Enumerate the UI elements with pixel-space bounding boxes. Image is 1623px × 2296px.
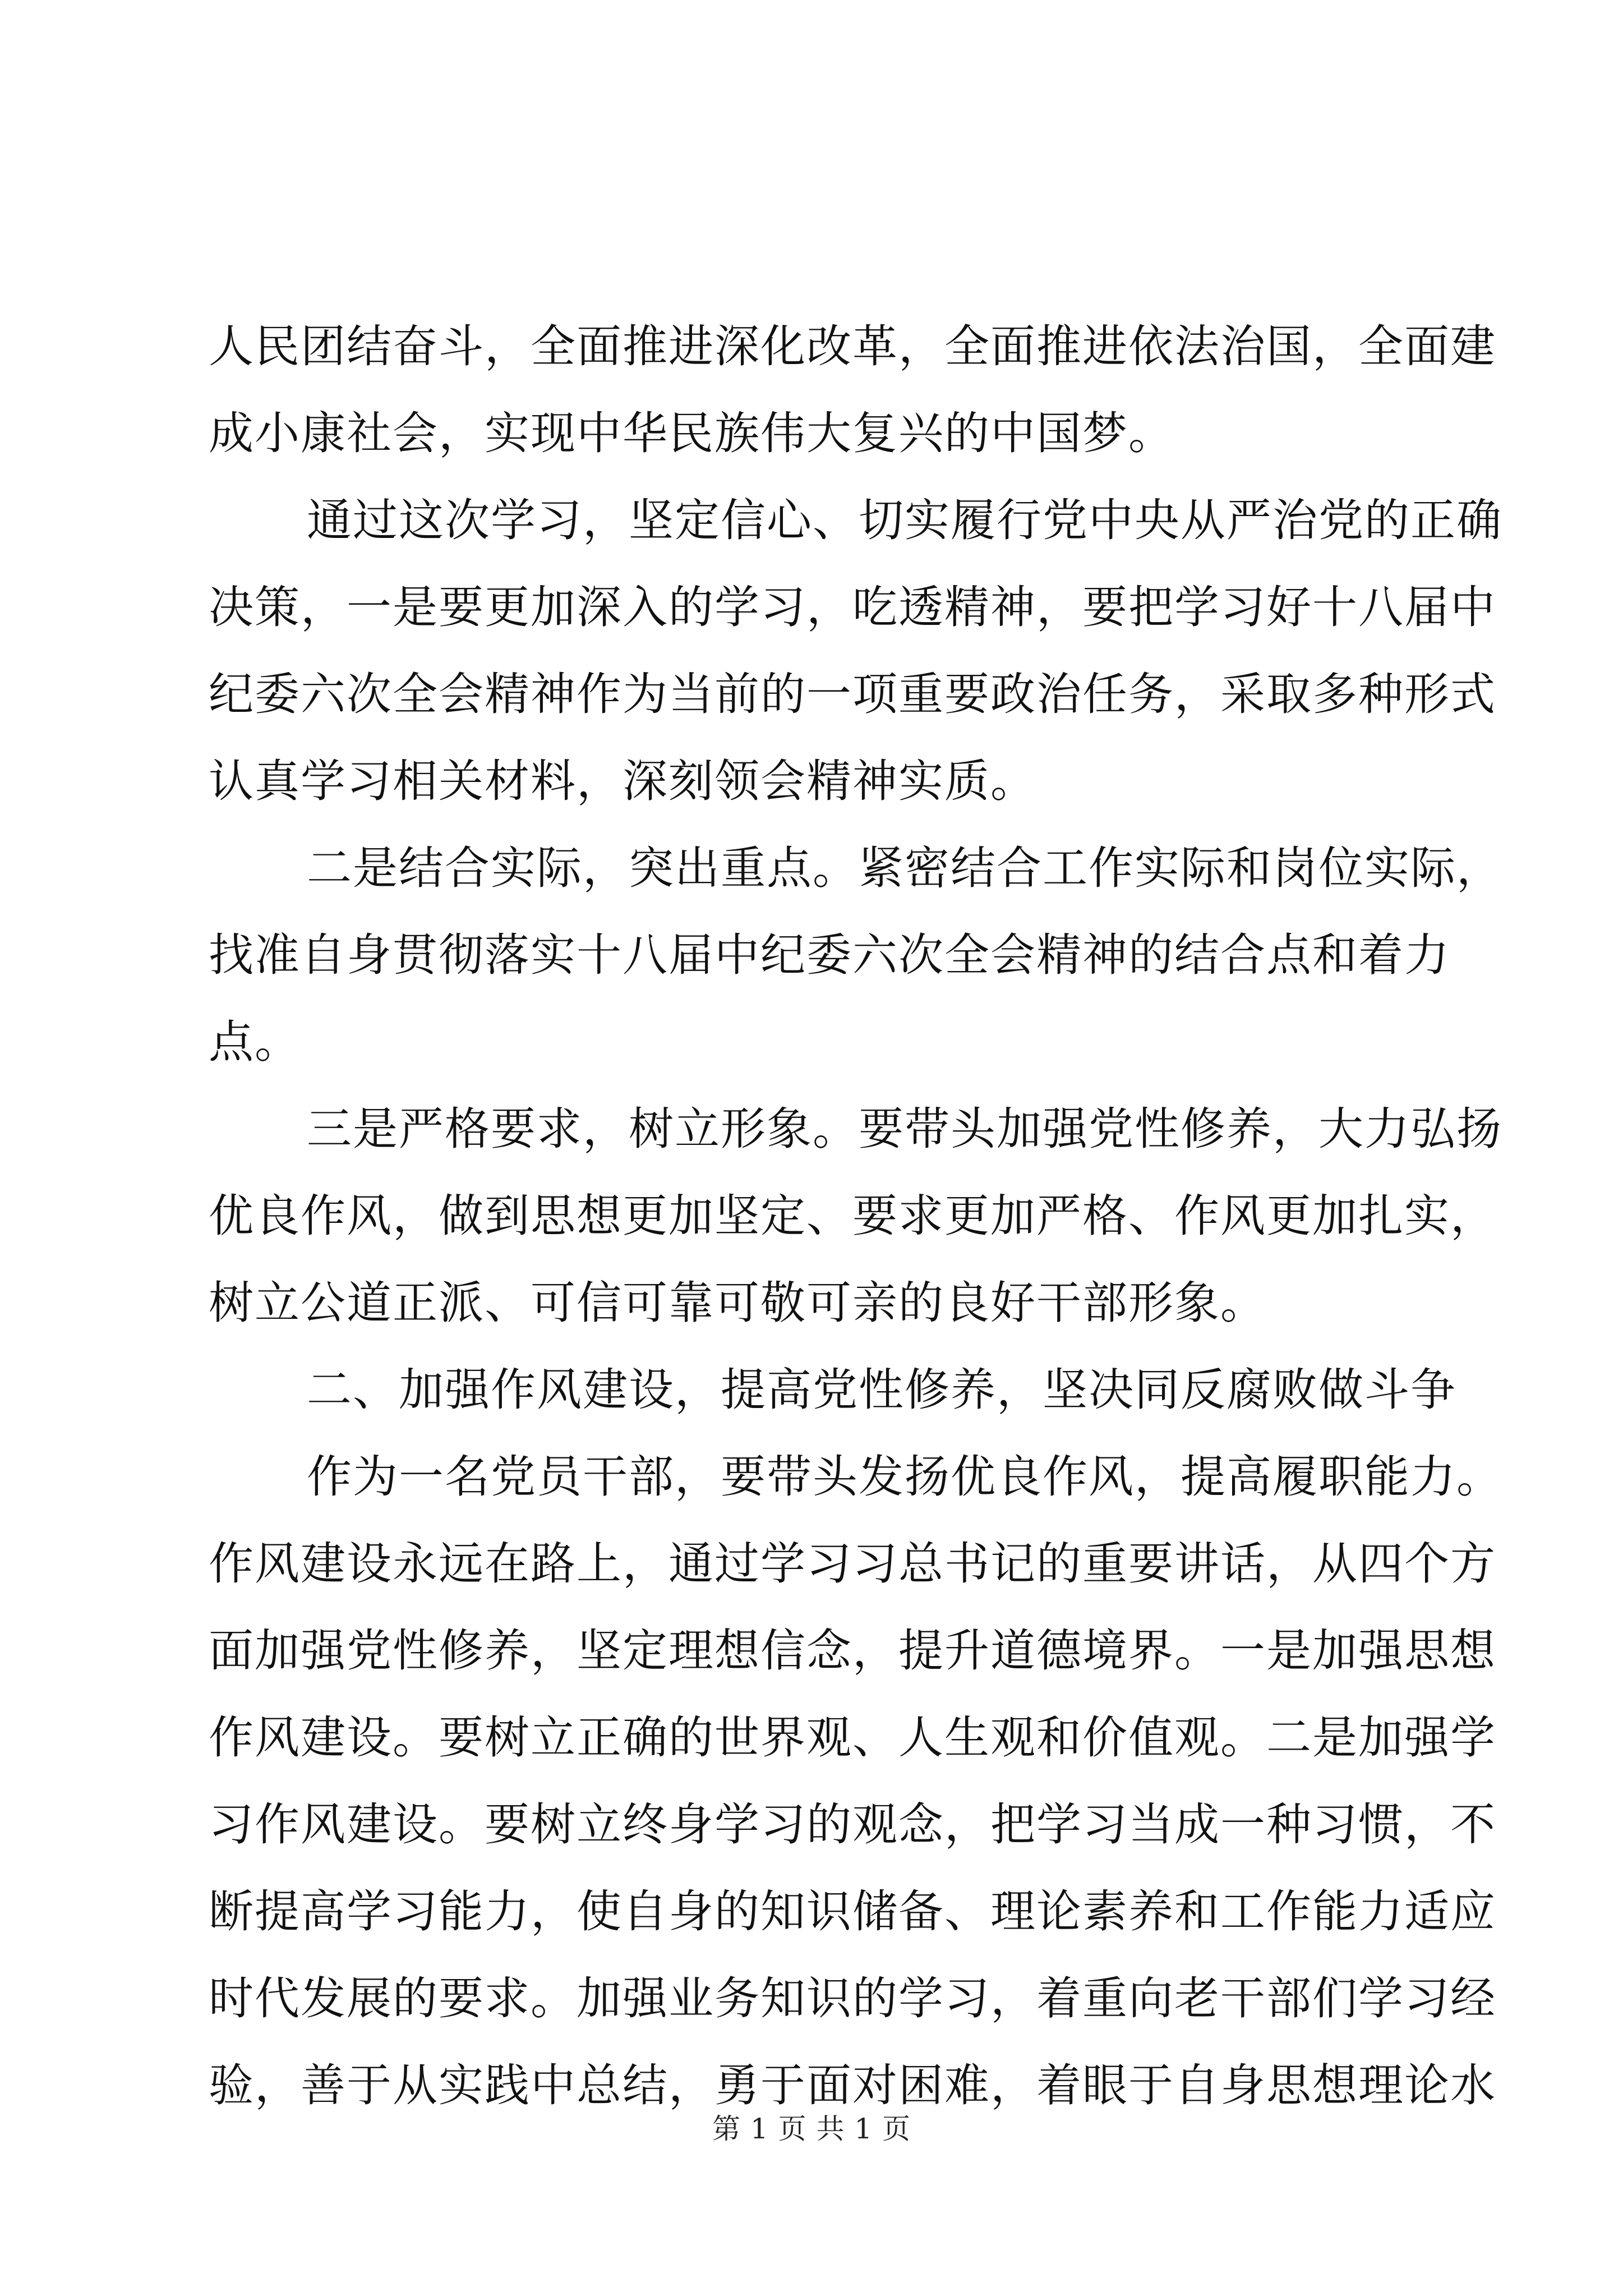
text-line: 二是结合实际，突出重点。紧密结合工作实际和岗位实际， <box>307 842 1502 894</box>
text-line: 通过这次学习，坚定信心、切实履行党中央从严治党的正确 <box>307 494 1502 546</box>
text-line: 纪委六次全会精神作为当前的一项重要政治任务，采取多种形式 <box>209 668 1496 720</box>
text-line: 作为一名党员干部，要带头发扬优良作风，提高履职能力。 <box>307 1451 1502 1503</box>
text-line: 时代发展的要求。加强业务知识的学习，着重向老干部们学习经 <box>209 1972 1496 2024</box>
text-line: 三是严格要求，树立形象。要带头加强党性修养，大力弘扬 <box>307 1103 1502 1155</box>
document-body <box>209 303 1502 2129</box>
text-line: 决策，一是要更加深入的学习，吃透精神，要把学习好十八届中 <box>209 581 1496 633</box>
text-line: 面加强党性修养，坚定理想信念，提升道德境界。一是加强思想 <box>209 1625 1496 1677</box>
text-line: 作风建设。要树立正确的世界观、人生观和价值观。二是加强学 <box>209 1711 1496 1764</box>
text-line: 优良作风，做到思想更加坚定、要求更加严格、作风更加扎实， <box>209 1190 1496 1242</box>
text-line: 树立公道正派、可信可靠可敬可亲的良好干部形象。 <box>209 1277 1266 1329</box>
text-line: 点。 <box>209 1016 301 1068</box>
text-line: 习作风建设。要树立终身学习的观念，把学习当成一种习惯，不 <box>209 1798 1496 1851</box>
text-line: 人民团结奋斗，全面推进深化改革，全面推进依法治国，全面建 <box>209 320 1496 372</box>
text-line: 认真学习相关材料，深刻领会精神实质。 <box>209 755 1036 807</box>
text-line: 作风建设永远在路上，通过学习习总书记的重要讲话，从四个方 <box>209 1538 1496 1590</box>
text-line: 验，善于从实践中总结，勇于面对困难，着眼于自身思想理论水 <box>209 2059 1496 2111</box>
text-line: 断提高学习能力，使自身的知识储备、理论素养和工作能力适应 <box>209 1885 1496 1938</box>
text-line: 二、加强作风建设，提高党性修养，坚决同反腐败做斗争 <box>307 1364 1456 1416</box>
page-footer: 第 1 页 共 1 页 <box>712 2113 911 2145</box>
text-line: 找准自身贯彻落实十八届中纪委六次全会精神的结合点和着力 <box>209 929 1450 981</box>
text-line: 成小康社会，实现中华民族伟大复兴的中国梦。 <box>209 407 1174 459</box>
